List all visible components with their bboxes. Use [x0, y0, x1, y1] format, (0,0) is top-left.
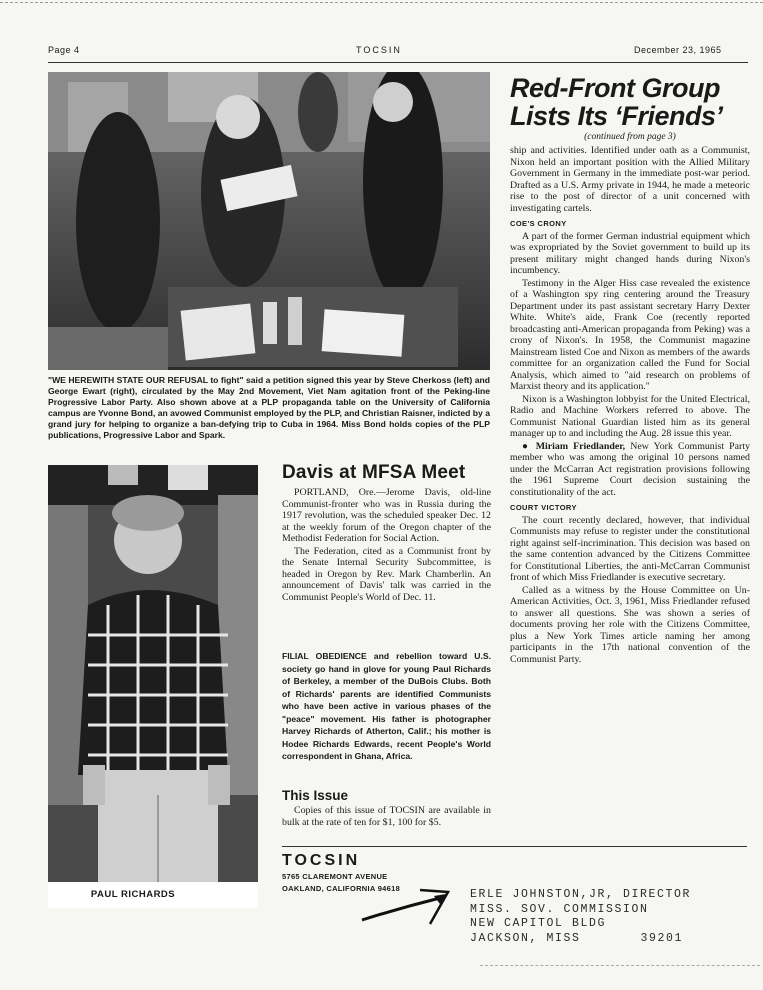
- richards-caption: FILIAL OBEDIENCE and rebellion toward U.S. society go hand in glove for young Paul Richards of Berkeley, a member of the DuBois Clubs. Both of Richards' parents are identified Communists who have been active in various phases of the "peace" movement. His father is photographer Harvey Richards of Atherton, Calif.; his mother is Hodee Richards Edwards, recent People's World correspondent in Ghana, Africa.: [282, 651, 491, 761]
- label-line1: ERLE JOHNSTON,JR, DIRECTOR: [470, 888, 692, 901]
- red-front-p7: Called as a witness by the House Committee on Un-American Activities, Oct. 3, 1961, Miss Friedlander refused to answer all questions. She was shown a series of documents proving her role with the Citizens Committee, plus a New York Times article naming her among participants in the 17th national convention of the Communist Party.: [510, 584, 750, 665]
- red-front-p5: [510, 441, 750, 499]
- masthead-street: 5765 CLAREMONT AVENUE: [282, 872, 388, 881]
- friedlander-name: Miriam Friedlander,: [535, 440, 626, 452]
- masthead-city: OAKLAND, CALIFORNIA 94618: [282, 884, 401, 893]
- subhead-coes-crony: COE'S CRONY: [510, 219, 567, 228]
- label-line2: MISS. SOV. COMMISSION: [470, 902, 649, 916]
- label-zip: 39201: [640, 931, 684, 945]
- photo-label: PAUL RICHARDS: [90, 889, 176, 900]
- header-rule: [48, 62, 748, 63]
- continued-note: (continued from page 3): [584, 132, 676, 142]
- this-issue-body: Copies of this issue of TOCSIN are available in bulk at the rate of ten for $1, 100 for $5.: [282, 805, 491, 828]
- red-front-headline-line2: Lists Its ‘Friends’: [510, 101, 723, 131]
- red-front-p3: Testimony in the Alger Hiss case revealed the existence of a Washington spy ring centering around the Treasury Department under its past assistant secretary Harry Dexter White. White's aide, Frank Coe (recently reported broadcasting anti-American propaganda from Peking) was a crony of Nixon's. In 1958, the Communist magazine Mainstream listed Coe and Nixon as members of the awards committee for an organization called the Fund for Social Analysis, which aimed to "aid research on problems of Marxist theory and its application.": [510, 277, 750, 392]
- label-city: JACKSON, MISS: [470, 931, 581, 945]
- arrow-icon: [360, 888, 460, 928]
- red-front-headline-line1: Red-Front Group: [510, 73, 720, 103]
- this-issue-box: [282, 788, 491, 828]
- paul-richards-photo: [48, 465, 258, 908]
- davis-story: [282, 462, 491, 603]
- red-front-p5-text: New York Communist Party member who was among the original 10 persons named under the McCarran Act registration provisions following the 1961 Supreme Court decision sustaining the constitutionality of the act.: [510, 440, 751, 498]
- subhead-court-victory: COURT VICTORY: [510, 503, 577, 512]
- red-front-p4: Nixon is a Washington lobbyist for the United Electrical, Radio and Machine Workers referred to above. The Communist National Guardian listed him as its general manager up to and including the Aug. 28 issue this year.: [510, 393, 750, 439]
- page-top-edge: [0, 2, 763, 3]
- issue-date: December 23, 1965: [634, 45, 722, 55]
- caption-lead: "WE HEREWITH STATE OUR REFUSAL to fight": [48, 375, 244, 385]
- bottom-edge: [480, 965, 760, 966]
- masthead-title: TOCSIN: [282, 852, 361, 869]
- top-photo-caption: [48, 375, 490, 442]
- red-front-story: [510, 74, 750, 665]
- page-number: Page 4: [48, 45, 80, 55]
- this-issue-headline: This Issue: [282, 788, 349, 803]
- masthead-rule: [282, 846, 747, 847]
- red-front-p2: A part of the former German industrial equipment which was expropriated by the Soviet government to build up its present military might changed hands during Nixon's incumbency.: [510, 230, 750, 276]
- label-line3: NEW CAPITOL BLDG: [470, 917, 607, 930]
- davis-p1: PORTLAND, Ore.—Jerome Davis, old-line Communist-fronter who was in Russia during the 1917 revolution, was the scheduled speaker Dec. 12 at the weekly forum of the Oregon chapter of the Methodist Federation for Social Action.: [282, 487, 491, 544]
- plp-table-photo: [48, 72, 490, 370]
- paper-name: TOCSIN: [356, 45, 402, 55]
- caption-body: said a petition signed this year by Steve Cherkoss (left) and George Ewart (right), circulated by the May 2nd Movement, Viet Nam agitation front of the Peking-line Progressive Labor Party. Also shown above at a PLP propaganda table on the University of California campus are Yvonne Bond, an avowed Communist employed by the PLP, and Christian Raisner, indicted by a grand jury for helping to organize a ban-defying trip to Cuba in 1964. Miss Bond holds copies of the PLP publications, Progressive Labor and Spark.: [48, 375, 490, 441]
- label-line4: [470, 932, 730, 947]
- bullet-icon: ●: [522, 440, 531, 452]
- red-front-p1: ship and activities. Identified under oath as a Communist, Nixon held an important position with the Allied Military Government in Germany in the immediate post-war period. Drafted as a U.S. Army private in 1944, he made a meteoric rise to the post of director of a unit concerned with investigating cartels.: [510, 145, 750, 214]
- mailing-label: [470, 888, 730, 946]
- red-front-p6: The court recently declared, however, that individual Communists may refuse to register under the constitutional right against self-incrimination. This decision was based on the same contention advanced by the Citizens Committee for Constitutional Liberties, the anti-McCarran Communist front of which Miss Friedlander is executive secretary.: [510, 514, 750, 583]
- davis-headline: Davis at MFSA Meet: [282, 462, 466, 483]
- davis-p2: The Federation, cited as a Communist front by the Senate Internal Security Subcommittee, is headed in Oregon by Rev. Mark Chamberlin. An announcement of Davis' talk was carried in the Communist People's World of Dec. 11.: [282, 545, 491, 603]
